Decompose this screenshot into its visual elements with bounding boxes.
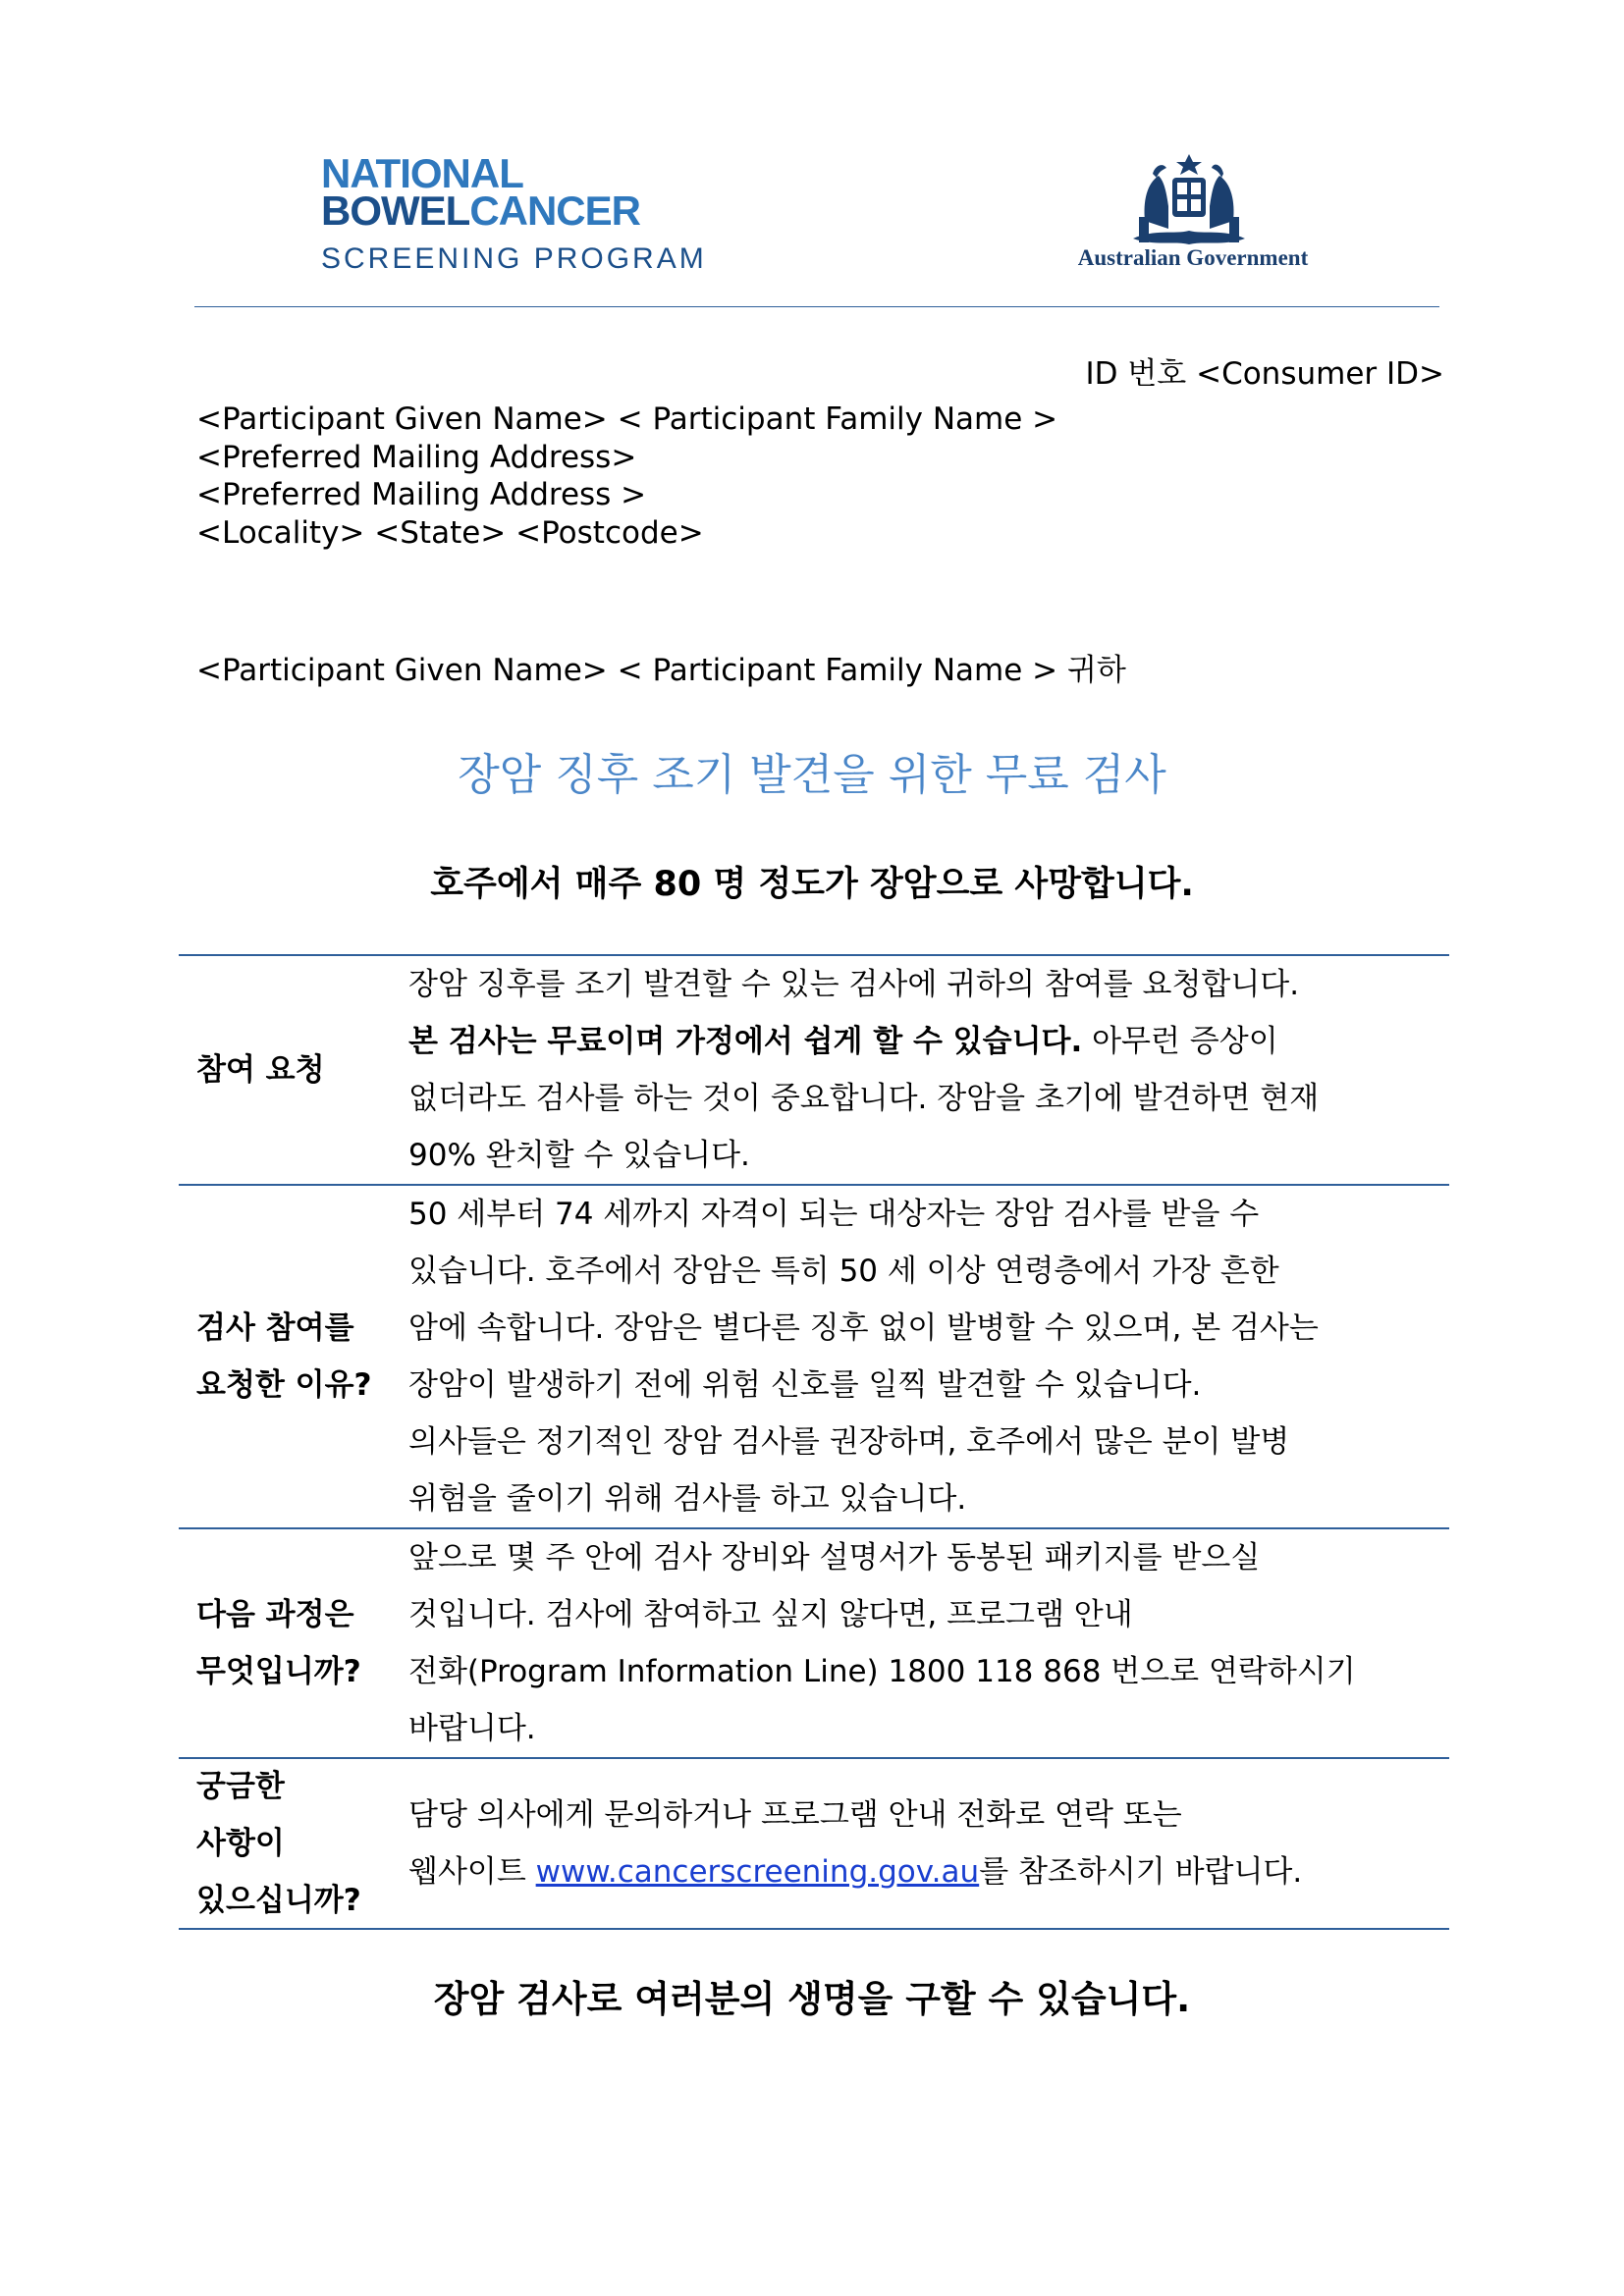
logo-line2-cancer: CANCER xyxy=(469,187,640,234)
table-row xyxy=(179,1184,1449,1527)
body-line: 전화(Program Information Line) 1800 118 868 번으로 연락하시기 xyxy=(408,1654,1356,1689)
nbcsp-logo xyxy=(321,150,707,280)
row-label xyxy=(179,1300,408,1414)
website-link[interactable]: www.cancerscreening.gov.au xyxy=(535,1854,980,1890)
body-text: 웹사이트 xyxy=(408,1854,536,1890)
header-divider xyxy=(194,306,1439,307)
body-line: 것입니다. 검사에 참여하고 싶지 않다면, 프로그램 안내 xyxy=(408,1597,1133,1632)
body-line xyxy=(408,1843,1449,1900)
table-row xyxy=(179,954,1449,1184)
body-line: 장암이 발생하기 전에 위험 신호를 일찍 발견할 수 있습니다. xyxy=(408,1367,1202,1403)
row-label-line: 있으십니까? xyxy=(196,1883,361,1918)
table-row xyxy=(179,1527,1449,1757)
body-line: 암에 속합니다. 장암은 별다른 징후 없이 발병할 수 있으며, 본 검사는 xyxy=(408,1310,1319,1346)
logo-line2 xyxy=(321,187,640,234)
row-label xyxy=(179,1758,408,1929)
body-line: 위험을 줄이기 위해 검사를 하고 있습니다. xyxy=(408,1481,967,1517)
row-label-line: 무엇입니까? xyxy=(196,1654,361,1689)
row-label: 참여 요청 xyxy=(196,1052,325,1088)
body-text: 아무런 증상이 xyxy=(1082,1024,1278,1059)
row-body xyxy=(408,1527,1449,1759)
row-body xyxy=(408,954,1449,1186)
logo-line1: NATIONAL xyxy=(321,150,523,196)
row-label-line: 사항이 xyxy=(196,1826,285,1861)
address-line: <Preferred Mailing Address > xyxy=(196,477,647,512)
salutation: <Participant Given Name> < Participant Family Name > 귀하 xyxy=(196,653,1126,688)
body-bold-text: 본 검사는 무료이며 가정에서 쉽게 할 수 있습니다. xyxy=(408,1024,1083,1059)
body-line: 50 세부터 74 세까지 자격이 되는 대상자는 장암 검사를 받을 수 xyxy=(408,1197,1260,1232)
body-line xyxy=(408,1013,1449,1070)
letter-subtitle: 호주에서 매주 80 명 정도가 장암으로 사망합니다. xyxy=(430,865,1194,904)
body-line: 없더라도 검사를 하는 것이 중요합니다. 장암을 초기에 발견하면 현재 xyxy=(408,1081,1320,1116)
table-row xyxy=(179,1757,1449,1930)
info-table xyxy=(179,954,1449,1930)
body-line: 장암 징후를 조기 발견할 수 있는 검사에 귀하의 참여를 요청합니다. xyxy=(408,967,1300,1002)
body-line: 있습니다. 호주에서 장암은 특히 50 세 이상 연령층에서 가장 흔한 xyxy=(408,1254,1279,1289)
row-body xyxy=(408,1184,1449,1529)
body-line: 담당 의사에게 문의하거나 프로그램 안내 전화로 연락 또는 xyxy=(408,1797,1182,1833)
australian-government-text: Australian Government xyxy=(1077,245,1309,270)
address-line: <Preferred Mailing Address> xyxy=(196,439,637,475)
mailing-address xyxy=(196,400,1057,552)
address-line: <Participant Given Name> < Participant Family Name > xyxy=(196,401,1058,437)
body-line: 의사들은 정기적인 장암 검사를 권장하며, 호주에서 많은 분이 발병 xyxy=(408,1424,1290,1460)
row-label-line: 검사 참여를 xyxy=(196,1310,354,1346)
consumer-id: ID 번호 <Consumer ID> xyxy=(1085,356,1444,392)
body-line: 앞으로 몇 주 안에 검사 장비와 설명서가 동봉된 패키지를 받으실 xyxy=(408,1540,1261,1575)
row-label-line: 요청한 이유? xyxy=(196,1367,372,1403)
letter-title: 장암 징후 조기 발견을 위한 무료 검사 xyxy=(458,750,1166,800)
address-line: <Locality> <State> <Postcode> xyxy=(196,514,704,551)
body-text: 를 참조하시기 바랍니다. xyxy=(979,1854,1303,1890)
row-body xyxy=(408,1785,1449,1902)
row-label-line: 다음 과정은 xyxy=(196,1597,354,1632)
row-label-line: 궁금한 xyxy=(196,1769,285,1804)
row-label xyxy=(179,1586,408,1700)
logo-line3: SCREENING PROGRAM xyxy=(321,242,707,275)
logo-line2-bowel: BOWEL xyxy=(321,187,470,234)
body-line: 90% 완치할 수 있습니다. xyxy=(408,1138,750,1173)
closing-statement: 장암 검사로 여러분의 생명을 구할 수 있습니다. xyxy=(433,1978,1191,2020)
coat-of-arms-icon xyxy=(1125,152,1253,250)
body-line: 바랍니다. xyxy=(408,1711,536,1746)
